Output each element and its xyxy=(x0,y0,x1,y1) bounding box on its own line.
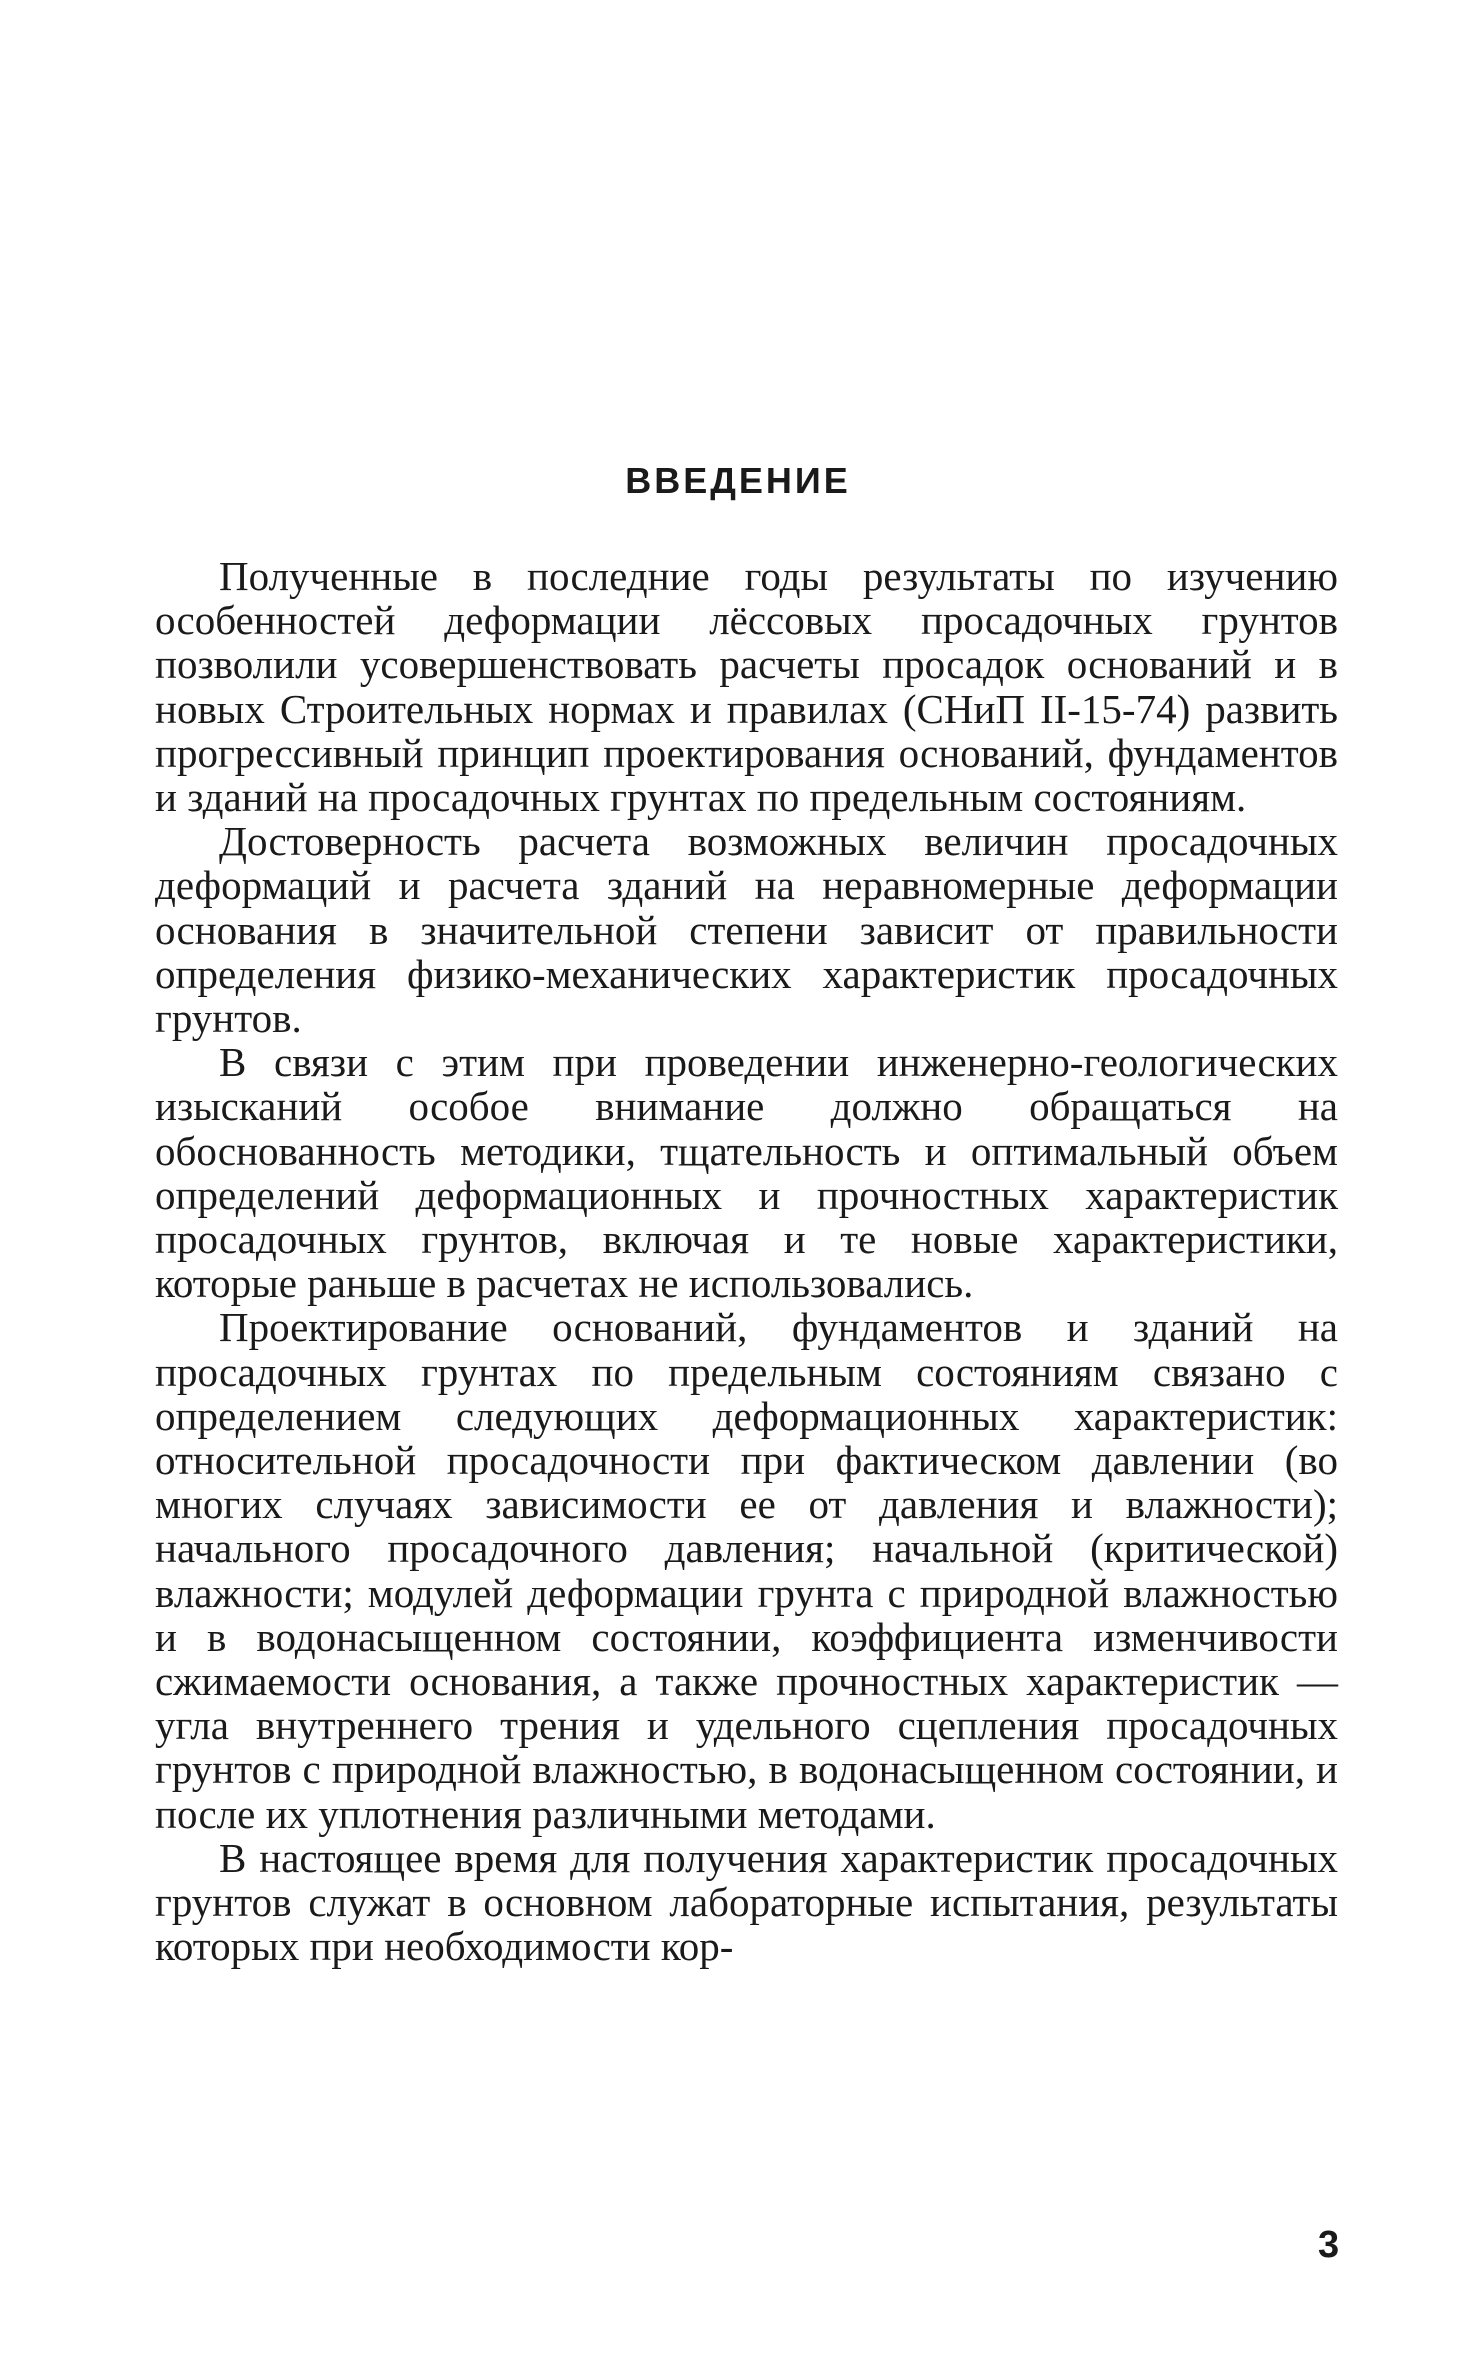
paragraph-3: В связи с этим при проведении инженерно-геологических изысканий особое внимание должно обращаться на обоснованность методики, тщательность и оптимальный объем определений деформационных и прочностных характеристик просадочных грунтов, включая и те новые характеристики, которые раньше в расчетах не использовались. xyxy=(155,1039,1338,1307)
body-text xyxy=(155,554,1338,1969)
page-number: 3 xyxy=(1318,2224,1340,2266)
section-heading: ВВЕДЕНИЕ xyxy=(625,460,851,501)
paragraph-1: Полученные в последние годы результаты по изучению особенностей деформации лёссовых просадочных грунтов позволили усовершенствовать расчеты просадок оснований и в новых Строительных нормах и правилах (СНиП II-15-74) развить прогрессивный принцип проектирования оснований, фундаментов и зданий на просадочных грунтах по предельным состояниям. xyxy=(155,553,1338,821)
paragraph-2: Достоверность расчета возможных величин просадочных деформаций и расчета зданий на неравномерные деформации основания в значительной степени зависит от правильности определения физико-механических характеристик просадочных грунтов. xyxy=(155,818,1338,1042)
paragraph-5: В настоящее время для получения характеристик просадочных грунтов служат в основном лабораторные испытания, результаты которых при необходимости кор- xyxy=(155,1834,1338,1970)
paragraph-4: Проектирование оснований, фундаментов и зданий на просадочных грунтах по предельным состояниям связано с определением следующих деформационных характеристик: относительной просадочности при фактическом давлении (во многих случаях зависимости ее от давления и влажности); начального просадочного давления; начальной (критической) влажности; модулей деформации грунта с природной влажностью и в водонасыщенном состоянии, коэффициента изменчивости сжимаемости основания, а также прочностных характеристик — угла внутреннего трения и удельного сцепления просадочных грунтов с природной влажностью, в водонасыщенном состоянии, и после их уплотнения различными методами. xyxy=(155,1304,1338,1837)
